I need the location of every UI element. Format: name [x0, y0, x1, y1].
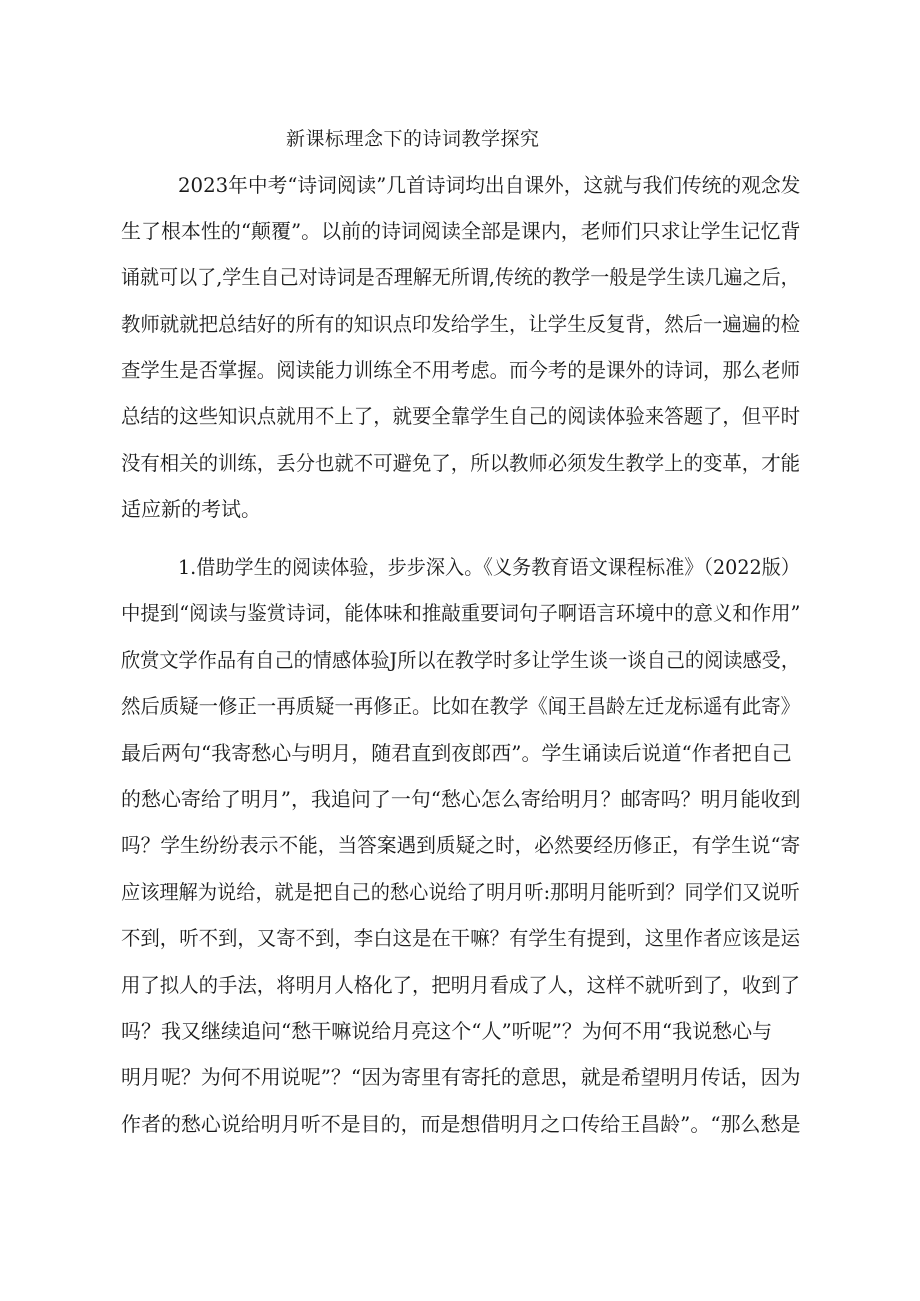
- text-line: 欣赏文学作品有自己的情感体验J所以在教学时多让学生谈一谈自己的阅读感受，: [121, 648, 801, 672]
- text-line: 然后质疑一修正一再质疑一再修正。比如在教学《闻王昌龄左迁龙标遥有此寄》: [121, 694, 800, 718]
- text-line: 中提到“阅读与鉴赏诗词，能体味和推敲重要词句子啊语言环境中的意义和作用”: [121, 601, 801, 625]
- text-line: 作者的愁心说给明月听不是目的，而是想借明月之口传给王昌龄”。“那么愁是: [121, 1112, 801, 1136]
- text-line: 1.借助学生的阅读体验，步步深入。《义务教育语文课程标准》（2022版）: [178, 555, 800, 579]
- text-line: 总结的这些知识点就用不上了，就要全靠学生自己的阅读体验来答题了，但平时: [121, 404, 800, 428]
- text-line: 最后两句“我寄愁心与明月，随君直到夜郎西”。学生诵读后说道“作者把自己: [121, 741, 792, 765]
- text-line: 教师就就把总结好的所有的知识点印发给学生，让学生反复背，然后一遍遍的检: [121, 312, 800, 336]
- text-line: 适应新的考试。: [121, 497, 261, 521]
- text-line: 的愁心寄给了明月”，我追问了一句“愁心怎么寄给明月？邮寄吗？明月能收到: [121, 787, 801, 811]
- document-title: 新课标理念下的诗词教学探究: [286, 128, 540, 150]
- text-line: 吗？我又继续追问“愁干嘛说给月亮这个“人”听呢”？为何不用“我说愁心与: [121, 1019, 773, 1043]
- text-line: 查学生是否掌握。阅读能力训练全不用考虑。而今考的是课外的诗词，那么老师: [121, 358, 800, 382]
- text-line: 应该理解为说给，就是把自己的愁心说给了明月听:那明月能听到？同学们又说听: [121, 880, 800, 904]
- text-line: 2023年中考“诗词阅读”几首诗词均出自课外，这就与我们传统的观念发: [178, 173, 801, 197]
- text-line: 不到，听不到，又寄不到，李白这是在干嘛？有学生有提到，这里作者应该是运: [121, 926, 800, 950]
- text-line: 明月呢？为何不用说呢”？“因为寄里有寄托的意思，就是希望明月传话，因为: [121, 1065, 801, 1089]
- text-line: 诵就可以了,学生自己对诗词是否理解无所谓,传统的教学一般是学生读几遍之后，: [121, 265, 800, 289]
- text-line: 吗？学生纷纷表示不能，当答案遇到质疑之时，必然要经历修正，有学生说“寄: [121, 833, 801, 857]
- text-line: 生了根本性的“颠覆”。以前的诗词阅读全部是课内，老师们只求让学生记忆背: [121, 219, 801, 243]
- text-line: 没有相关的训练，丢分也就不可避免了，所以教师必须发生教学上的变革，才能: [121, 451, 800, 475]
- text-line: 用了拟人的手法，将明月人格化了，把明月看成了人，这样不就听到了，收到了: [121, 973, 800, 997]
